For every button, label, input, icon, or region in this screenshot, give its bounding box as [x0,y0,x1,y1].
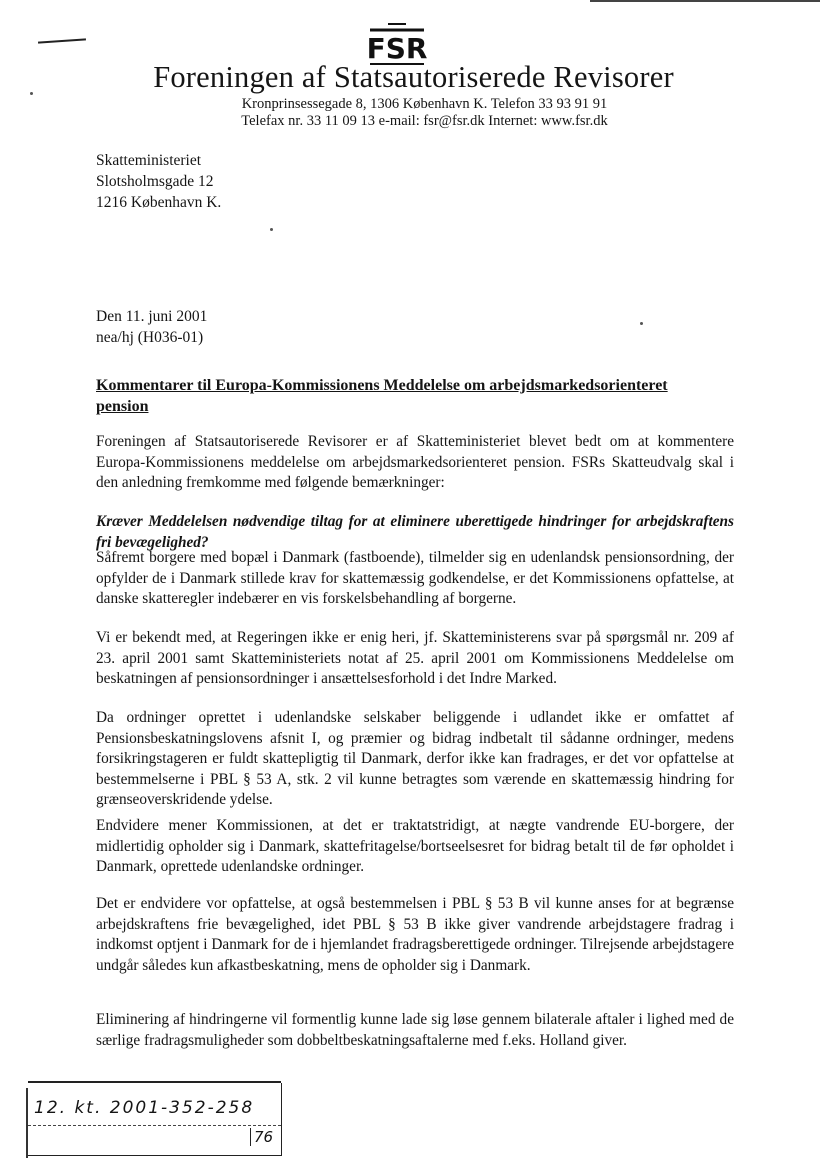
contact-line: Telefax nr. 33 11 09 13 e-mail: fsr@fsr.dk Internet: www.fsr.dk [241,113,608,129]
recipient-city: 1216 København K. [96,194,222,211]
body-paragraph-3: Da ordninger oprettet i udenlandske selskaber beliggende i udlandet ikke er omfattet af Pensionsbeskatningslovens afsnit I, og præmier og bidrag indbetalt til sådanne ordninger, medens forsikringstageren er fuldt skattepligtig til Danmark, derfor ikke kan fradrages, er det vor opfattelse at bestemmelserne i PBL § 53 A, stk. 2 vil kunne betragtes som værende en skattemæssig hindring for grænseoverskridende ydelse. [96,709,734,808]
body-paragraph-6: Eliminering af hindringerne vil formentlig kunne lade sig løse gennem bilaterale aftaler i lighed med de særlige fradragsmuligheder som dobbeltbeskatningsaftalerne med f.eks. Holland giver. [96,1011,734,1049]
subject-heading: Kommentarer til Europa-Kommissionens Meddelelse om arbejdsmarkedsorienteret pension [96,377,668,415]
scan-speck [270,228,273,231]
scan-edge-line [590,0,820,2]
letter-date: Den 11. juni 2001 [96,308,208,325]
body-paragraph-4: Endvidere mener Kommissionen, at det er traktatstridigt, at nægte vandrende EU-borgere, der midlertidig opholder sig i Danmark, skattefritagelse/bortseelsesret for bidrag betalt til de før opholdet i Danmark, oprettede udenlandske ordninger. [96,817,734,875]
body-paragraph-5: Det er endvidere vor opfattelse, at også bestemmelsen i PBL § 53 B vil kunne anses for at begrænse arbejdskraftens frie bevægelighed, idet PBL § 53 B ikke giver vandrende arbejdstagere fradrag i indkomst optjent i Danmark for de i hjemlandet fradragsberettigede ordninger. Tilrejsende arbejdstagere undgår således kun afkastbeskatning, mens de opholder sig i Danmark. [96,895,734,974]
question-heading: Kræver Meddelelsen nødvendige tiltag for at eliminere uberettigede hindringer for arbejdskraftens fri bevægelighed? [96,513,734,551]
recipient-name: Skatteministeriet [96,152,202,169]
scan-speck [640,322,643,325]
body-paragraph-2: Vi er bekendt med, at Regeringen ikke er enig heri, jf. Skatteministerens svar på spørgsmål nr. 209 af 23. april 2001 samt Skatteministeriets notat af 25. april 2001 om Kommissionens Meddelelse om beskatningen af pensionsordninger i ansættelsesforhold i det Indre Marked. [96,629,734,687]
scan-mark [38,38,86,43]
reference: nea/hj (H036-01) [96,329,204,346]
stamp-divider [28,1125,281,1126]
address-line: Kronprinsessegade 8, 1306 København K. Telefon 33 93 91 91 [241,96,608,112]
recipient-address [96,150,221,213]
body-paragraph-1: Såfremt borgere med bopæl i Danmark (fastboende), tilmelder sig en udenlandsk pensionsordning, der opfylder de i Danmark stillede krav for skattemæssig godkendelse, er det Kommissionens opfattelse, at danske skatteregler indebærer en vis forskelsbehandling af borgerne. [96,549,734,607]
date-block [96,306,207,348]
recipient-street: Slotsholmsgade 12 [96,173,214,190]
journal-stamp [28,1083,282,1156]
svg-text:FSR: FSR [366,32,428,65]
page-number: 76 [250,1128,276,1146]
intro-paragraph: Foreningen af Statsautoriserede Revisorer er af Skatteministeriet blevet bedt om at kommentere Europa-Kommissionens meddelelse om arbejdsmarkedsorienteret pension. FSRs Skatteudvalg skal i den anledning fremkomme med følgende bemærkninger: [96,433,734,491]
org-name: Foreningen af Statsautoriserede Revisorer [153,60,674,94]
journal-number: 12. kt. 2001-352-258 [34,1098,255,1118]
